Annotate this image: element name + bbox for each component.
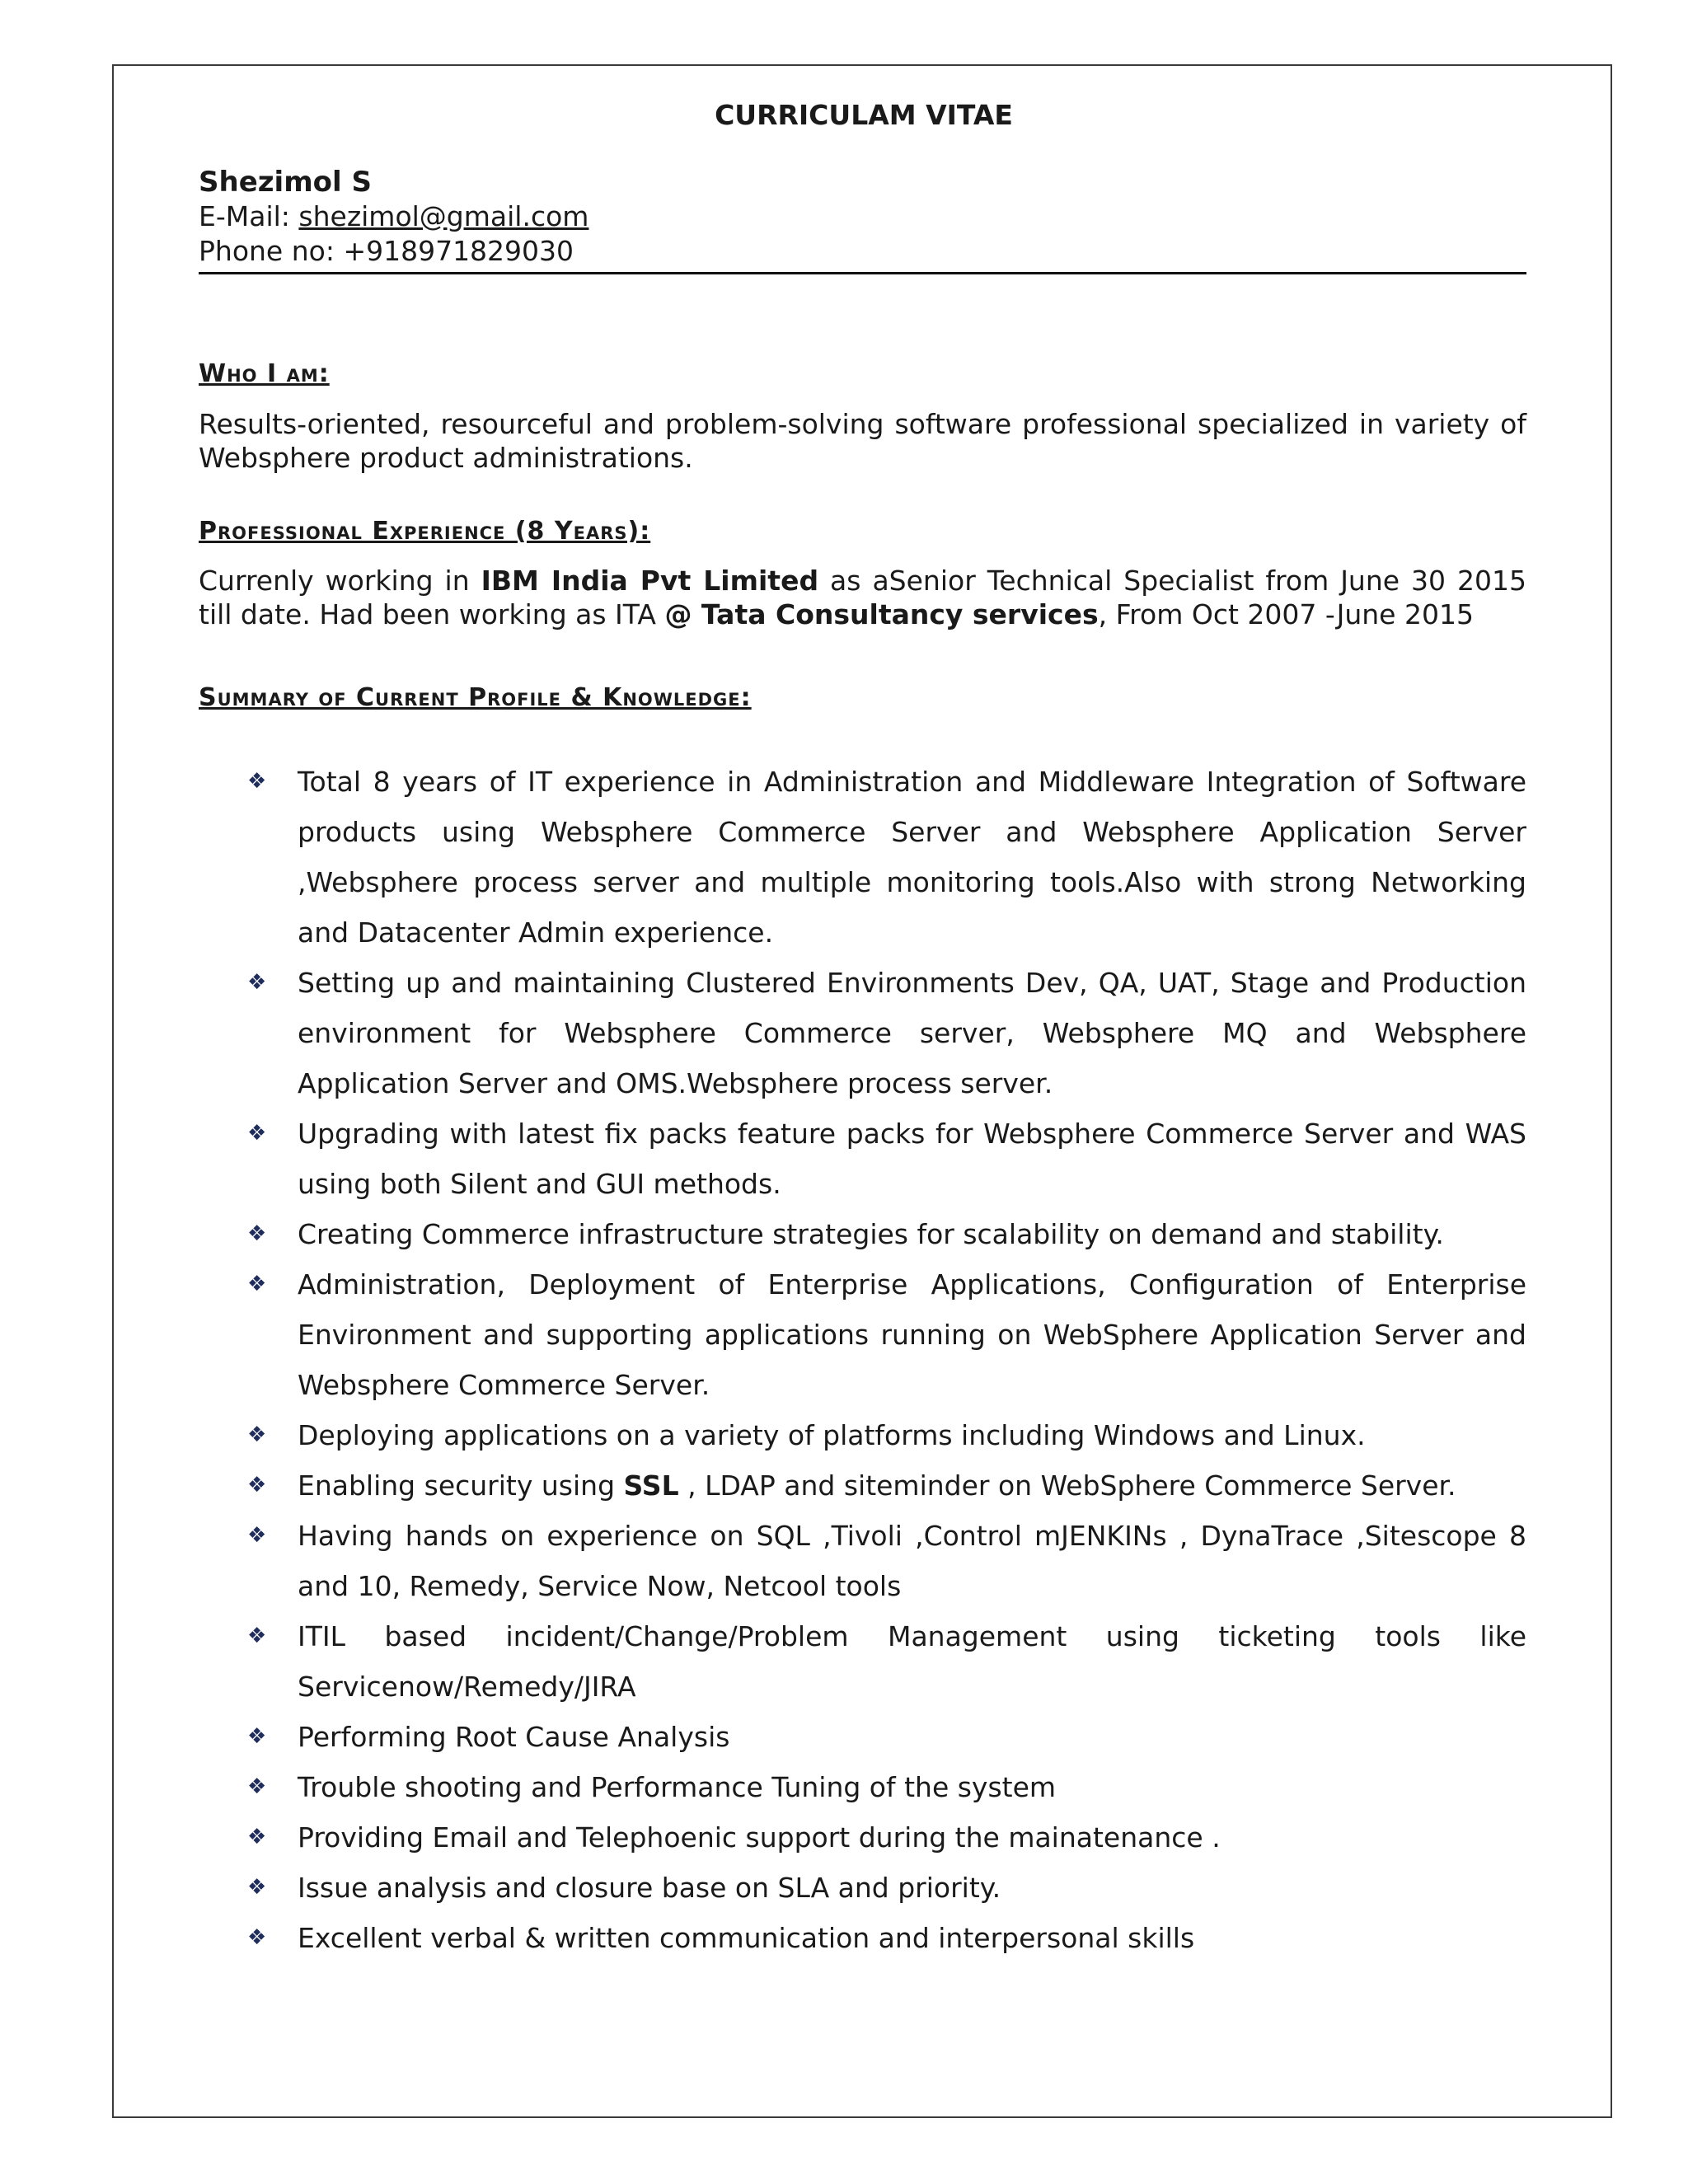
summary-item-text: ITIL based incident/Change/Problem Management using ticketing tools like Servicenow/Remedy/JIRA xyxy=(298,1620,1526,1703)
experience-company-ibm: IBM India Pvt Limited xyxy=(481,565,819,597)
diamond-bullet-icon: ❖ xyxy=(247,1875,267,1900)
email-line xyxy=(199,199,1526,234)
summary-item-text: Issue analysis and closure base on SLA and priority. xyxy=(298,1872,1001,1904)
summary-item-text: Total 8 years of IT experience in Administration and Middleware Integration of Software products using Websphere Commerce Server and Websphere Application Server ,Websphere process server and multiple monitoring tools.Also with strong Networking and Datacenter Admin experience. xyxy=(298,766,1526,949)
summary-list-item xyxy=(247,1460,1526,1511)
diamond-bullet-icon: ❖ xyxy=(247,1121,267,1146)
summary-list-item xyxy=(247,1863,1526,1913)
summary-item-text: Upgrading with latest fix packs feature packs for Websphere Commerce Server and WAS using both Silent and GUI methods. xyxy=(298,1118,1526,1200)
summary-list-item xyxy=(247,1712,1526,1762)
experience-heading: Professional Experience (8 Years): xyxy=(199,517,651,546)
summary-item-text: Deploying applications on a variety of platforms including Windows and Linux. xyxy=(298,1419,1366,1451)
phone-label: Phone no: xyxy=(199,235,344,267)
candidate-name: Shezimol S xyxy=(199,166,372,199)
diamond-bullet-icon: ❖ xyxy=(247,1473,267,1497)
diamond-bullet-icon: ❖ xyxy=(247,1724,267,1749)
summary-list-item xyxy=(247,757,1526,958)
experience-part3: , From Oct 2007 -June 2015 xyxy=(1098,598,1474,630)
summary-item-text: , LDAP and siteminder on WebSphere Commerce Server. xyxy=(678,1469,1456,1502)
experience-part1: Currenly working in xyxy=(199,565,481,597)
diamond-bullet-icon: ❖ xyxy=(247,1272,267,1296)
summary-heading: Summary of Current Profile & Knowledge: xyxy=(199,683,752,712)
summary-item-text: Performing Root Cause Analysis xyxy=(298,1721,730,1753)
summary-list-item xyxy=(247,1108,1526,1209)
summary-item-text: Having hands on experience on SQL ,Tivoli ,Control mJENKINs , DynaTrace ,Sitescope 8 and 10, Remedy, Service Now, Netcool tools xyxy=(298,1520,1526,1602)
summary-list-item xyxy=(247,958,1526,1108)
phone-line xyxy=(199,234,1526,269)
summary-item-text: Enabling security using xyxy=(298,1469,624,1502)
diamond-bullet-icon: ❖ xyxy=(247,1523,267,1548)
summary-item-text: Providing Email and Telephoenic support during the mainatenance . xyxy=(298,1821,1221,1854)
summary-list xyxy=(247,757,1526,1963)
diamond-bullet-icon: ❖ xyxy=(247,1925,267,1950)
summary-list-item xyxy=(247,1611,1526,1712)
summary-list-item xyxy=(247,1209,1526,1259)
summary-item-text: Trouble shooting and Performance Tuning of the system xyxy=(298,1771,1057,1803)
summary-item-bold: SSL xyxy=(623,1469,679,1502)
diamond-bullet-icon: ❖ xyxy=(247,769,267,794)
summary-item-text: Creating Commerce infrastructure strategies for scalability on demand and stability. xyxy=(298,1218,1444,1250)
summary-list-item xyxy=(247,1511,1526,1611)
diamond-bullet-icon: ❖ xyxy=(247,1825,267,1849)
diamond-bullet-icon: ❖ xyxy=(247,1774,267,1799)
summary-list-item xyxy=(247,1913,1526,1963)
summary-list-item xyxy=(247,1762,1526,1812)
phone-number: +918971829030 xyxy=(343,235,574,267)
summary-list-item xyxy=(247,1812,1526,1863)
summary-list-item xyxy=(247,1410,1526,1460)
who-i-am-heading: Who I am: xyxy=(199,359,330,388)
who-i-am-text: Results-oriented, resourceful and problem-solving software professional specialized in variety of Websphere product administrations. xyxy=(199,408,1526,474)
experience-company-tcs: @ Tata Consultancy services xyxy=(664,598,1099,630)
diamond-bullet-icon: ❖ xyxy=(247,1221,267,1246)
summary-item-text: Administration, Deployment of Enterprise Applications, Configuration of Enterprise Environment and supporting applications running on WebSphere Application Server and Websphere Commerce Server. xyxy=(298,1268,1526,1401)
diamond-bullet-icon: ❖ xyxy=(247,1624,267,1648)
header-divider xyxy=(199,272,1526,274)
contact-block xyxy=(199,165,1526,269)
diamond-bullet-icon: ❖ xyxy=(247,970,267,995)
email-link[interactable]: shezimol@gmail.com xyxy=(298,200,589,232)
summary-list-item xyxy=(247,1259,1526,1410)
experience-text xyxy=(199,564,1526,631)
email-label: E-Mail: xyxy=(199,200,299,232)
diamond-bullet-icon: ❖ xyxy=(247,1422,267,1447)
document-title: CURRICULAM VITAE xyxy=(715,99,1013,131)
summary-item-text: Excellent verbal & written communication and interpersonal skills xyxy=(298,1922,1195,1954)
experience-part2: as aSenior Technical Specialist from June 30 2015 till date. Had been working as ITA xyxy=(199,565,1526,630)
summary-item-text: Setting up and maintaining Clustered Environments Dev, QA, UAT, Stage and Production environment for Websphere Commerce server, Websphere MQ and Websphere Application Server and OMS.Websphere process server. xyxy=(298,967,1526,1099)
